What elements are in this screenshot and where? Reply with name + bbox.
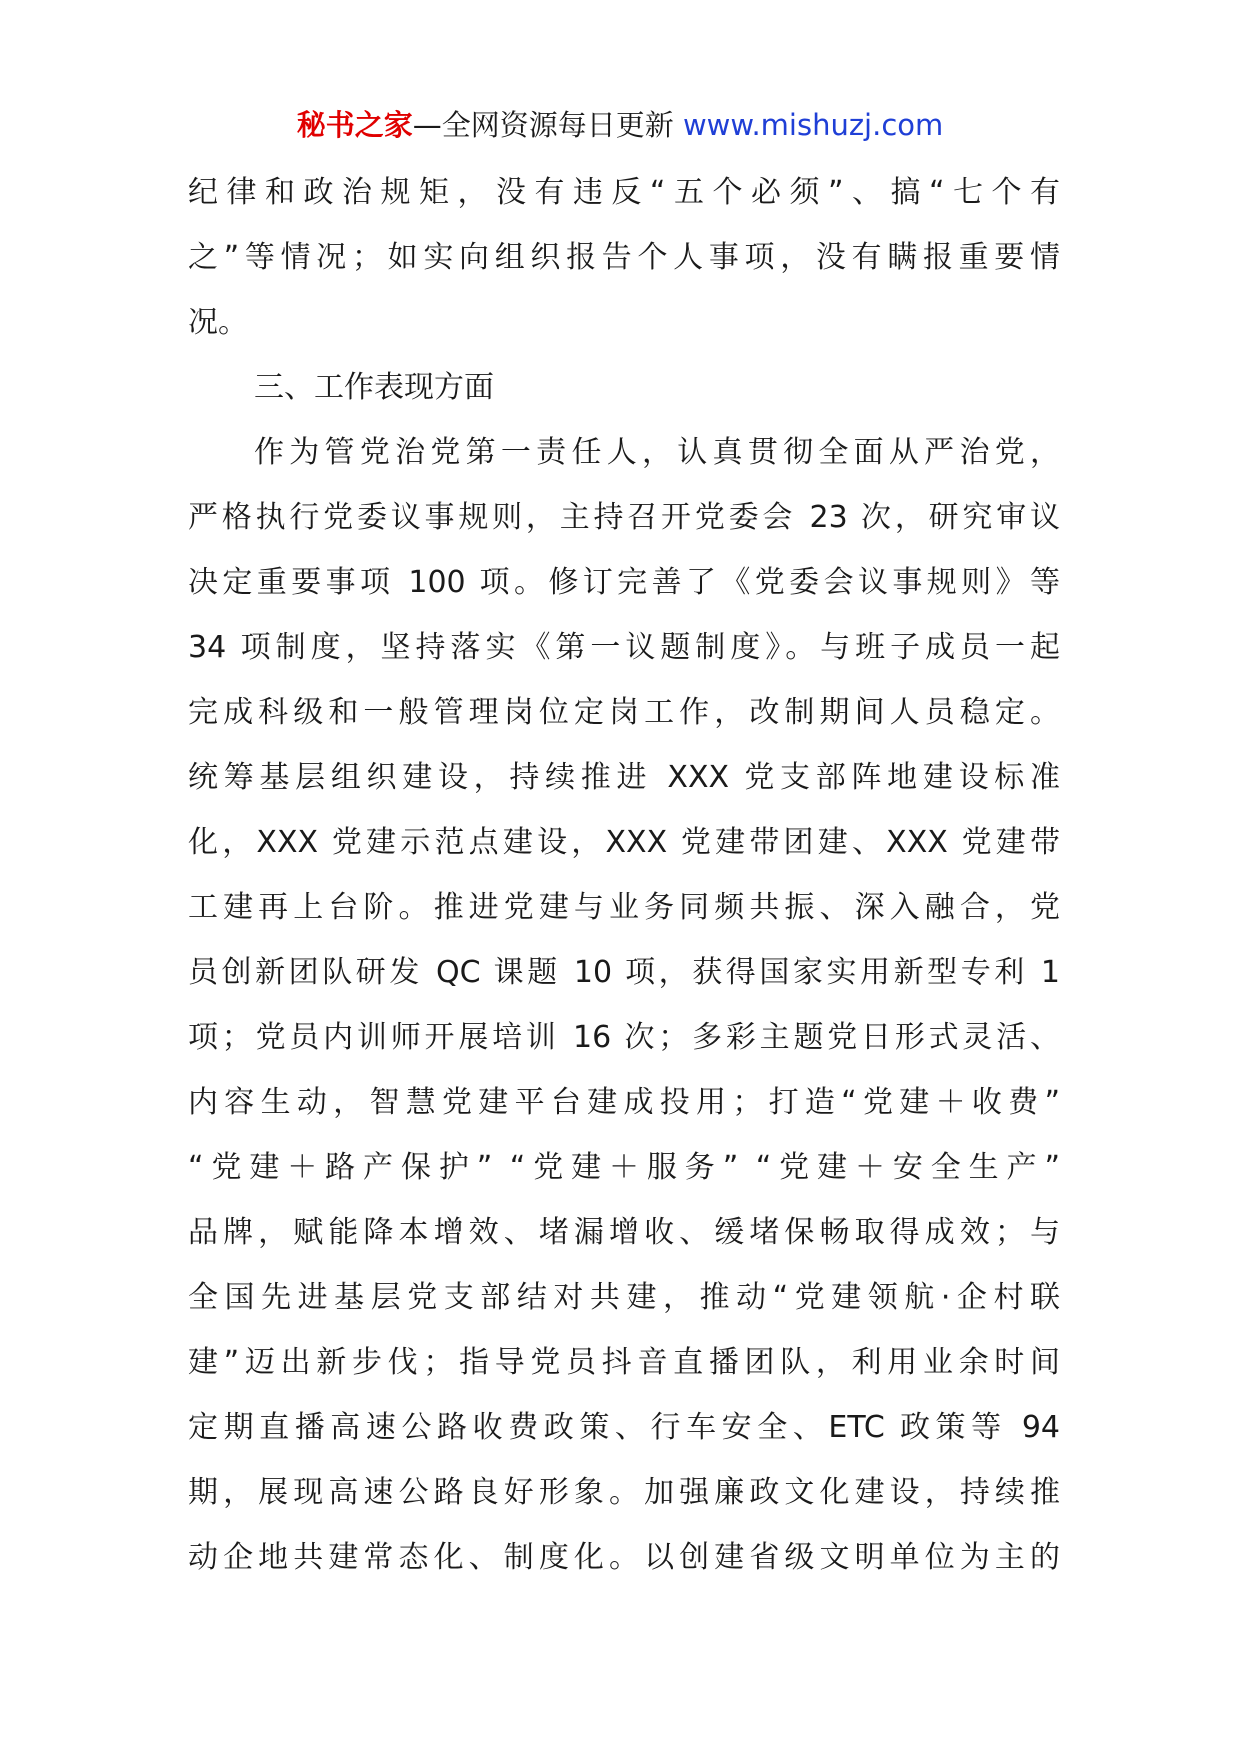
text-line: 决定重要事项 100 项。修订完善了《党委会议事规则》等 xyxy=(188,565,1060,600)
text-line: 严格执行党委议事规则，主持召开党委会 23 次，研究审议 xyxy=(188,500,1060,535)
text-line: 完成科级和一般管理岗位定岗工作，改制期间人员稳定。 xyxy=(188,695,1060,730)
banner-tagline: —全网资源每日更新 xyxy=(412,108,683,142)
text-line: 员创新团队研发 QC 课题 10 项，获得国家实用新型专利 1 xyxy=(188,955,1060,990)
text-line: 全国先进基层党支部结对共建，推动“党建领航·企村联 xyxy=(188,1280,1060,1315)
text-line: 期，展现高速公路良好形象。加强廉政文化建设，持续推 xyxy=(188,1475,1060,1510)
text-line: 作为管党治党第一责任人，认真贯彻全面从严治党， xyxy=(254,435,1060,470)
site-banner xyxy=(0,100,1240,150)
text-line: 动企地共建常态化、制度化。以创建省级文明单位为主的 xyxy=(188,1540,1060,1575)
text-line: 三、工作表现方面 xyxy=(254,370,494,405)
text-line: 统筹基层组织建设，持续推进 XXX 党支部阵地建设标准 xyxy=(188,760,1060,795)
text-line: 纪律和政治规矩，没有违反“五个必须”、搞“七个有 xyxy=(188,175,1060,210)
text-line: 之”等情况；如实向组织报告个人事项，没有瞒报重要情 xyxy=(188,240,1060,275)
text-line: 品牌，赋能降本增效、堵漏增收、缓堵保畅取得成效；与 xyxy=(188,1215,1060,1250)
text-line: 定期直播高速公路收费政策、行车安全、ETC 政策等 94 xyxy=(188,1410,1060,1445)
text-line: 34 项制度，坚持落实《第一议题制度》。与班子成员一起 xyxy=(188,630,1060,665)
text-line: 建”迈出新步伐；指导党员抖音直播团队，利用业余时间 xyxy=(188,1345,1060,1380)
text-line: 化，XXX 党建示范点建设，XXX 党建带团建、XXX 党建带 xyxy=(188,825,1060,860)
text-line: 况。 xyxy=(188,305,248,340)
brand-name: 秘书之家 xyxy=(296,108,413,142)
document-body xyxy=(188,160,1060,1590)
text-line: 工建再上台阶。推进党建与业务同频共振、深入融合，党 xyxy=(188,890,1060,925)
text-line: 内容生动，智慧党建平台建成投用；打造“党建＋收费” xyxy=(188,1085,1060,1120)
site-url-link[interactable]: www.mishuzj.com xyxy=(682,108,944,142)
text-line: “党建＋路产保护” “党建＋服务” “党建＋安全生产” xyxy=(188,1150,1060,1185)
text-line: 项；党员内训师开展培训 16 次；多彩主题党日形式灵活、 xyxy=(188,1020,1060,1055)
